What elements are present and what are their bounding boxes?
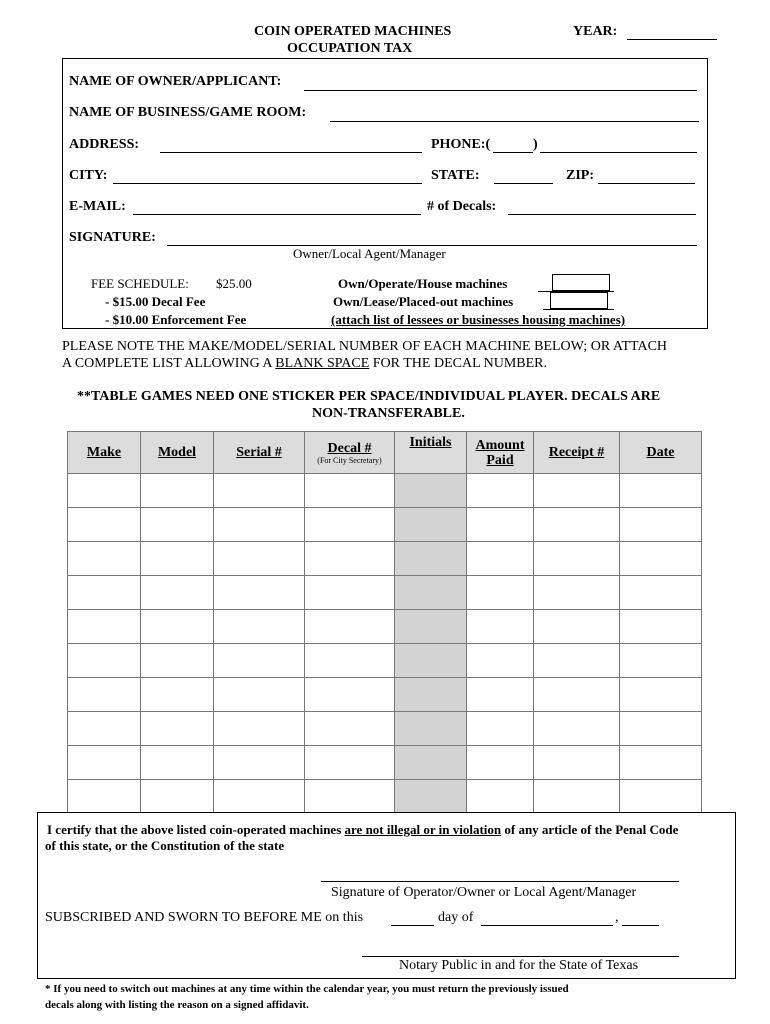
table-cell[interactable] bbox=[141, 576, 214, 610]
table-cell[interactable] bbox=[305, 508, 395, 542]
address-field[interactable] bbox=[160, 152, 422, 153]
table-cell[interactable] bbox=[534, 746, 620, 780]
table-cell[interactable] bbox=[68, 712, 141, 746]
fee-schedule-label: FEE SCHEDULE: bbox=[91, 276, 189, 291]
table-cell[interactable] bbox=[305, 780, 395, 814]
column-header-amount-paid bbox=[467, 432, 534, 474]
certification-emphasis: are not illegal or in violation bbox=[344, 822, 502, 837]
own-lease-label: Own/Lease/Placed-out machines bbox=[333, 294, 514, 309]
table-cell[interactable] bbox=[620, 610, 702, 644]
table-cell[interactable] bbox=[141, 610, 214, 644]
attach-note: (attach list of lessees or businesses housing machines) bbox=[331, 312, 626, 327]
table-cell[interactable] bbox=[68, 678, 141, 712]
column-header-receipt bbox=[534, 432, 620, 474]
table-row bbox=[68, 746, 702, 780]
note-line-2-start: A COMPLETE LIST ALLOWING A bbox=[62, 356, 276, 371]
table-cell[interactable] bbox=[141, 508, 214, 542]
table-cell[interactable] bbox=[68, 542, 141, 576]
owner-field[interactable] bbox=[304, 90, 697, 91]
table-row bbox=[68, 508, 702, 542]
table-cell[interactable] bbox=[214, 678, 305, 712]
column-header-decal bbox=[305, 432, 395, 474]
notary-caption: Notary Public in and for the State of Texas bbox=[399, 958, 639, 973]
own-operate-label: Own/Operate/House machines bbox=[338, 276, 508, 291]
table-cell[interactable] bbox=[467, 678, 534, 712]
table-cell[interactable] bbox=[620, 712, 702, 746]
zip-label: ZIP: bbox=[566, 168, 594, 183]
certification-text-end: of any article of the Penal Code bbox=[501, 822, 679, 837]
table-cell bbox=[395, 508, 467, 542]
table-cell[interactable] bbox=[534, 780, 620, 814]
sworn-label: SUBSCRIBED AND SWORN TO BEFORE ME on this bbox=[45, 910, 364, 925]
table-cell[interactable] bbox=[141, 678, 214, 712]
table-cell[interactable] bbox=[534, 644, 620, 678]
table-cell[interactable] bbox=[534, 474, 620, 508]
form-subtitle: OCCUPATION TAX bbox=[287, 41, 413, 56]
own-lease-checkbox[interactable] bbox=[550, 292, 608, 309]
column-header-model bbox=[141, 432, 214, 474]
form-title: COIN OPERATED MACHINES bbox=[254, 24, 452, 39]
table-cell[interactable] bbox=[305, 678, 395, 712]
enforcement-fee: - $10.00 Enforcement Fee bbox=[105, 312, 247, 327]
state-label: STATE: bbox=[431, 168, 480, 183]
table-cell[interactable] bbox=[214, 576, 305, 610]
table-games-note-2: NON-TRANSFERABLE. bbox=[312, 406, 465, 421]
notary-signature-field[interactable] bbox=[362, 956, 679, 957]
table-cell[interactable] bbox=[305, 474, 395, 508]
base-fee: $25.00 bbox=[216, 276, 252, 291]
table-row bbox=[68, 576, 702, 610]
decals-field[interactable] bbox=[508, 214, 696, 215]
operator-signature-field[interactable] bbox=[321, 881, 679, 882]
sworn-year-field[interactable] bbox=[622, 925, 659, 926]
column-label-amount-paid: Amount Paid bbox=[475, 437, 525, 468]
table-cell[interactable] bbox=[214, 542, 305, 576]
column-sublabel-decal: (For City Secretary) bbox=[317, 455, 382, 465]
table-cell[interactable] bbox=[68, 610, 141, 644]
table-cell[interactable] bbox=[534, 712, 620, 746]
table-games-note-1: **TABLE GAMES NEED ONE STICKER PER SPACE/INDIVIDUAL PLAYER. DECALS ARE bbox=[77, 389, 661, 404]
owner-label: NAME OF OWNER/APPLICANT: bbox=[69, 74, 282, 89]
business-field[interactable] bbox=[330, 121, 699, 122]
table-cell[interactable] bbox=[214, 610, 305, 644]
column-label-initials: Initials bbox=[409, 435, 452, 450]
table-cell bbox=[395, 712, 467, 746]
note-line-2-end: FOR THE DECAL NUMBER. bbox=[369, 356, 547, 371]
operator-signature-caption: Signature of Operator/Owner or Local Agent/Manager bbox=[331, 885, 637, 900]
table-cell[interactable] bbox=[467, 474, 534, 508]
table-row bbox=[68, 610, 702, 644]
email-field[interactable] bbox=[133, 214, 421, 215]
table-cell[interactable] bbox=[534, 508, 620, 542]
column-header-date bbox=[620, 432, 702, 474]
footnote-line-1: * If you need to switch out machines at any time within the calendar year, you must return the previously issued bbox=[45, 983, 569, 995]
table-row bbox=[68, 644, 702, 678]
state-field[interactable] bbox=[494, 183, 553, 184]
column-header-serial bbox=[214, 432, 305, 474]
table-cell bbox=[395, 746, 467, 780]
certification-text-start: I certify that the above listed coin-operated machines bbox=[47, 822, 345, 837]
table-cell[interactable] bbox=[620, 474, 702, 508]
table-cell[interactable] bbox=[305, 576, 395, 610]
table-row bbox=[68, 780, 702, 814]
table-row bbox=[68, 542, 702, 576]
table-cell[interactable] bbox=[467, 746, 534, 780]
decals-label: # of Decals: bbox=[427, 199, 497, 214]
table-cell[interactable] bbox=[141, 542, 214, 576]
table-cell[interactable] bbox=[467, 644, 534, 678]
column-header-initials bbox=[395, 432, 467, 474]
table-cell[interactable] bbox=[467, 508, 534, 542]
machine-table bbox=[67, 431, 702, 814]
table-cell[interactable] bbox=[620, 542, 702, 576]
signature-caption: Owner/Local Agent/Manager bbox=[293, 246, 446, 261]
own-operate-checkbox[interactable] bbox=[552, 274, 610, 291]
table-cell[interactable] bbox=[467, 712, 534, 746]
table-cell[interactable] bbox=[214, 780, 305, 814]
table-cell[interactable] bbox=[214, 712, 305, 746]
decal-fee: - $15.00 Decal Fee bbox=[105, 294, 206, 309]
table-cell[interactable] bbox=[620, 780, 702, 814]
table-cell[interactable] bbox=[214, 644, 305, 678]
table-header-row bbox=[68, 432, 702, 474]
table-cell[interactable] bbox=[534, 576, 620, 610]
table-cell[interactable] bbox=[214, 474, 305, 508]
phone-paren-close: ) bbox=[533, 137, 538, 152]
table-cell[interactable] bbox=[305, 610, 395, 644]
column-label-receipt: Receipt # bbox=[548, 445, 605, 460]
sworn-day-field[interactable] bbox=[391, 925, 434, 926]
sworn-day-of: day of bbox=[438, 910, 474, 925]
table-row bbox=[68, 474, 702, 508]
footnote-line-2: decals along with listing the reason on a signed affidavit. bbox=[45, 999, 309, 1011]
table-cell[interactable] bbox=[141, 746, 214, 780]
table-cell[interactable] bbox=[534, 610, 620, 644]
city-field[interactable] bbox=[113, 183, 422, 184]
table-cell[interactable] bbox=[141, 780, 214, 814]
table-cell[interactable] bbox=[467, 576, 534, 610]
table-cell[interactable] bbox=[68, 644, 141, 678]
table-cell[interactable] bbox=[141, 644, 214, 678]
table-cell[interactable] bbox=[620, 678, 702, 712]
sworn-comma: , bbox=[615, 910, 619, 925]
table-cell[interactable] bbox=[141, 712, 214, 746]
table-cell[interactable] bbox=[68, 474, 141, 508]
table-row bbox=[68, 712, 702, 746]
column-label-model: Model bbox=[157, 445, 197, 460]
table-cell[interactable] bbox=[68, 508, 141, 542]
phone-area-code-field[interactable] bbox=[493, 152, 533, 153]
table-cell[interactable] bbox=[305, 712, 395, 746]
table-cell[interactable] bbox=[620, 746, 702, 780]
table-cell[interactable] bbox=[467, 780, 534, 814]
table-cell[interactable] bbox=[467, 542, 534, 576]
table-cell[interactable] bbox=[534, 542, 620, 576]
note-line-2 bbox=[62, 356, 547, 372]
table-cell bbox=[395, 474, 467, 508]
table-cell[interactable] bbox=[534, 678, 620, 712]
table-cell[interactable] bbox=[305, 542, 395, 576]
table-cell[interactable] bbox=[214, 746, 305, 780]
table-cell bbox=[395, 644, 467, 678]
address-label: ADDRESS: bbox=[69, 137, 140, 152]
table-cell bbox=[395, 780, 467, 814]
signature-label: SIGNATURE: bbox=[69, 230, 156, 245]
table-cell[interactable] bbox=[620, 644, 702, 678]
table-cell bbox=[395, 678, 467, 712]
sworn-month-field[interactable] bbox=[481, 925, 613, 926]
certification-text-line-1 bbox=[47, 822, 678, 838]
column-label-make: Make bbox=[86, 445, 122, 460]
table-cell[interactable] bbox=[620, 576, 702, 610]
table-cell[interactable] bbox=[68, 746, 141, 780]
phone-label: PHONE:( bbox=[431, 137, 491, 152]
column-label-serial: Serial # bbox=[236, 445, 282, 460]
table-cell bbox=[395, 610, 467, 644]
table-cell bbox=[395, 542, 467, 576]
table-cell[interactable] bbox=[68, 576, 141, 610]
table-cell[interactable] bbox=[620, 508, 702, 542]
phone-field[interactable] bbox=[540, 152, 697, 153]
table-cell[interactable] bbox=[305, 644, 395, 678]
zip-field[interactable] bbox=[598, 183, 695, 184]
table-cell[interactable] bbox=[214, 508, 305, 542]
table-row bbox=[68, 678, 702, 712]
table-cell[interactable] bbox=[141, 474, 214, 508]
own-lease-underline bbox=[543, 309, 614, 310]
table-cell[interactable] bbox=[467, 610, 534, 644]
business-label: NAME OF BUSINESS/GAME ROOM: bbox=[69, 105, 307, 120]
column-label-date: Date bbox=[646, 445, 675, 460]
table-cell bbox=[395, 576, 467, 610]
table-cell[interactable] bbox=[68, 780, 141, 814]
note-line-1: PLEASE NOTE THE MAKE/MODEL/SERIAL NUMBER OF EACH MACHINE BELOW; OR ATTACH bbox=[62, 339, 668, 354]
column-label-decal: Decal # bbox=[327, 440, 372, 456]
year-field[interactable] bbox=[627, 39, 717, 40]
table-cell[interactable] bbox=[305, 746, 395, 780]
blank-space-emphasis: BLANK SPACE bbox=[275, 356, 370, 371]
year-label: YEAR: bbox=[573, 24, 618, 39]
email-label: E-MAIL: bbox=[69, 199, 126, 214]
city-label: CITY: bbox=[69, 168, 108, 183]
certification-text-line-2: of this state, or the Constitution of the state bbox=[45, 838, 285, 853]
column-header-make bbox=[68, 432, 141, 474]
